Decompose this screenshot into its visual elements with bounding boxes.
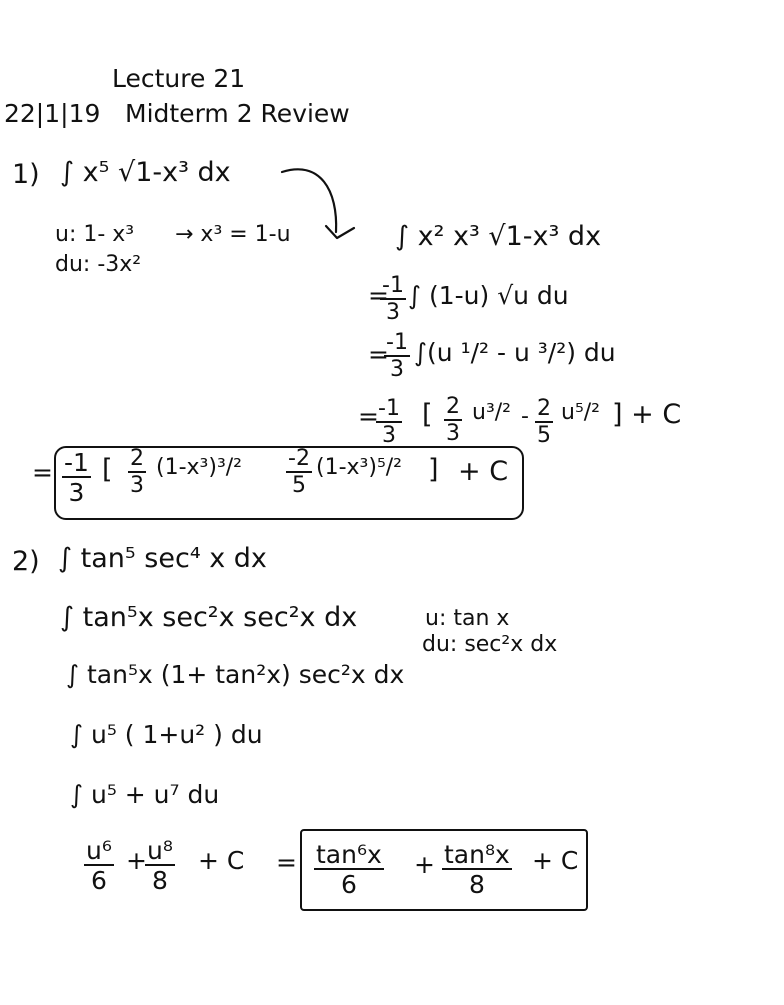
problem2-answer-plus: + (414, 850, 435, 879)
problem2-sub-u: u: tan x (425, 606, 510, 631)
problem2-integral: ∫ tan⁵ sec⁴ x dx (58, 543, 267, 574)
problem1-step3-open: [ (422, 399, 433, 430)
date-label: 22|1|19 (4, 99, 101, 128)
problem2-number: 2) (12, 546, 40, 577)
problem2-answer-frac-a: $\frac{\text{tan⁶x}}{6}$ (316, 840, 382, 899)
problem1-step3-coef: $\frac{-1}{3}$ (378, 396, 400, 448)
problem1-step1-expr: ∫ (1-u) √u du (408, 281, 569, 310)
problem2-result-frac-a: $\frac{\text{u⁶}}{6}$ (86, 836, 112, 895)
problem1-step2-eq: = (368, 340, 389, 369)
problem1-answer-c: + C (458, 456, 509, 487)
problem2-step1: ∫ tan⁵x sec²x sec²x dx (60, 602, 358, 633)
problem1-step3-term2: u⁵/² (561, 400, 600, 425)
problem2-step2: ∫ tan⁵x (1+ tan²x) sec²x dx (66, 660, 405, 689)
problem1-step2-expr: ∫(u ¹/² - u ³/²) du (414, 338, 616, 367)
problem1-sub-du: du: -3x² (55, 252, 142, 277)
problem1-answer-frac-b: $\frac{-2}{5}$ (288, 446, 310, 498)
problem1-step3-frac-b: $\frac{2}{5}$ (537, 396, 551, 448)
problem2-answer-c: + C (532, 846, 579, 875)
problem1-integral: ∫ x⁵ √1-x³ dx (60, 157, 231, 188)
problem2-result-plus: + (126, 846, 147, 875)
problem2-step3: ∫ u⁵ ( 1+u² ) du (70, 720, 263, 749)
problem1-sub-u: u: 1- x³ (55, 222, 135, 247)
problem1-answer-eq: = (32, 458, 53, 487)
problem1-step3-term1: u³/² (472, 400, 511, 425)
problem2-result-frac-b: $\frac{\text{u⁸}}{8}$ (147, 836, 173, 895)
problem2-answer-frac-b: $\frac{\text{tan⁸x}}{8}$ (444, 840, 510, 899)
problem1-step1-coef: $\frac{-1}{3}$ (382, 273, 404, 325)
problem1-step1-eq: = (368, 281, 389, 310)
problem2-step4: ∫ u⁵ + u⁷ du (70, 780, 220, 809)
problem2-result-c: + C (198, 846, 245, 875)
problem1-step3-minus: - (521, 404, 529, 429)
problem1-step3-close: ] + C (612, 399, 682, 430)
problem1-sub-arrow: → x³ = 1-u (175, 222, 291, 247)
problem1-answer-term1: (1-x³)³/² (156, 455, 242, 480)
problem1-answer-term2: (1-x³)⁵/² (316, 455, 402, 480)
problem2-sub-du: du: sec²x dx (422, 632, 558, 657)
problem1-answer-frac-a: $\frac{2}{3}$ (130, 446, 144, 498)
problem1-step2-coef: $\frac{-1}{3}$ (386, 330, 408, 382)
problem2-result-eq: = (276, 848, 297, 877)
lecture-label: Lecture 21 (112, 64, 246, 93)
problem1-step3-eq: = (358, 402, 379, 431)
problem1-answer-coef: $\frac{-1}{3}$ (64, 448, 89, 507)
problem1-step3-frac-a: $\frac{2}{3}$ (446, 394, 460, 446)
problem1-rewrite: ∫ x² x³ √1-x³ dx (395, 221, 602, 252)
problem1-answer-open: [ (102, 454, 113, 485)
page-title: Midterm 2 Review (125, 99, 350, 128)
problem1-answer-close: ] (428, 454, 439, 485)
problem1-number: 1) (12, 159, 40, 190)
